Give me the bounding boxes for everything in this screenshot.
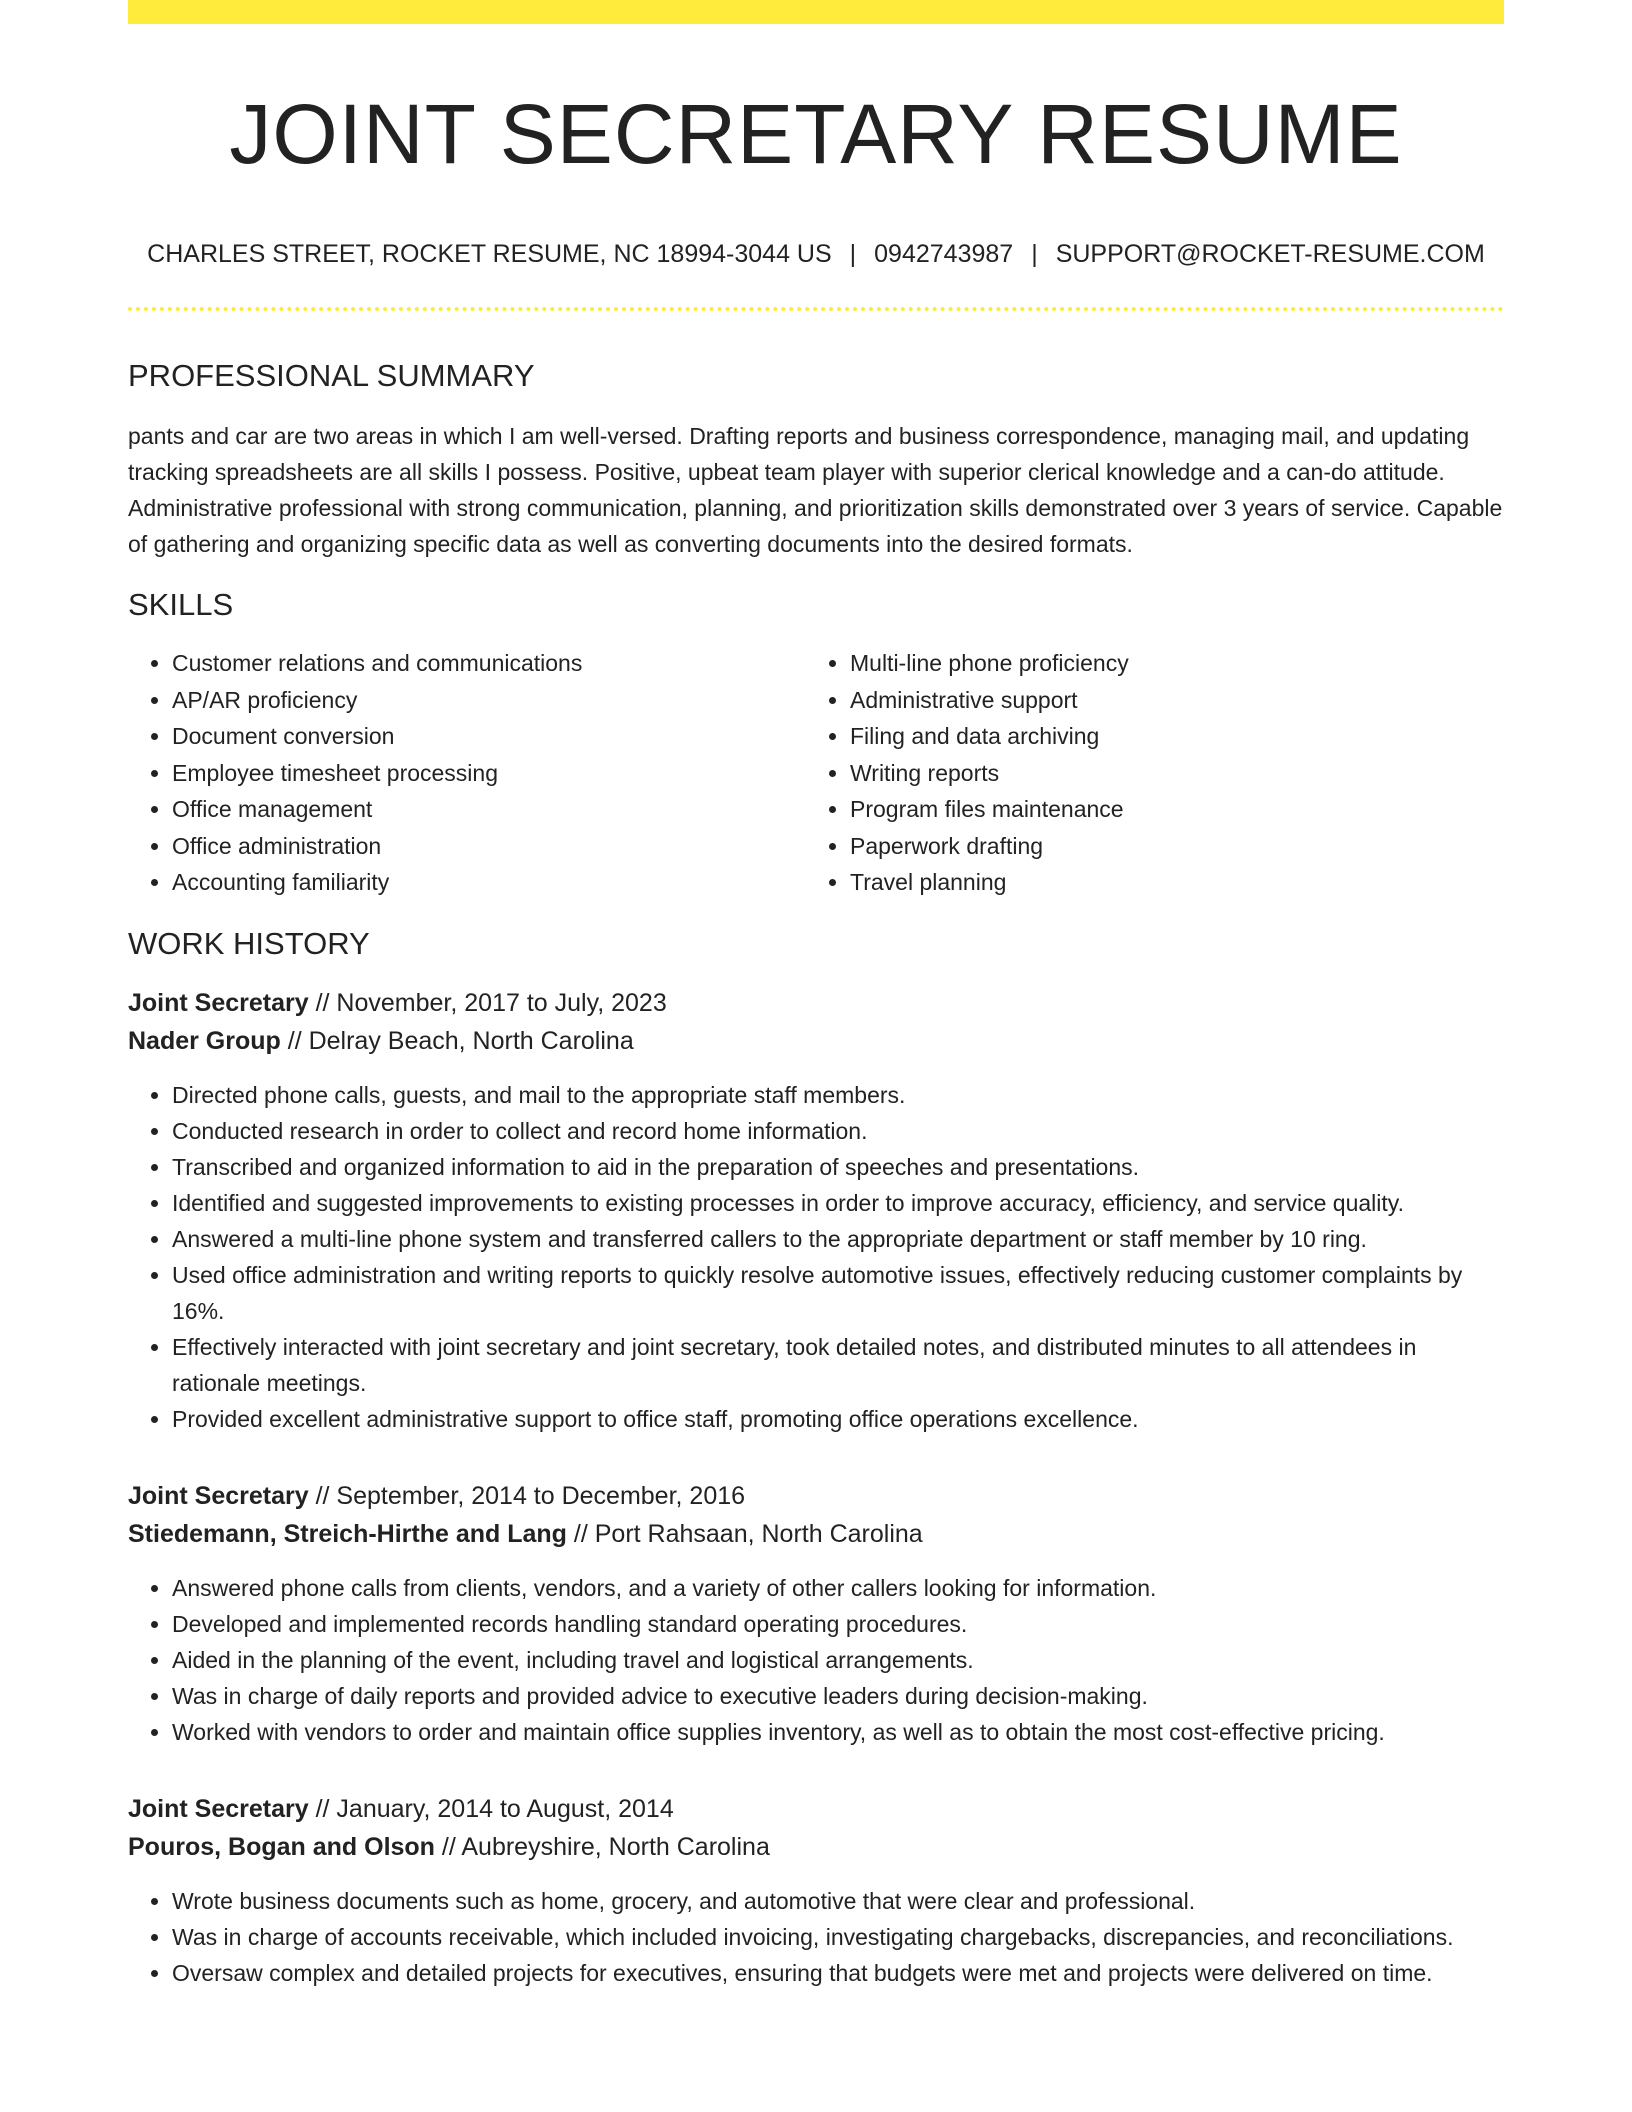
job-entry	[128, 984, 1504, 1437]
skill-item: • Multi-line phone proficiency	[850, 645, 1484, 682]
job-bullet: • Answered a multi-line phone system and transferred callers to the appropriate department or staff member by 10 ring.	[172, 1221, 1504, 1257]
job-entry	[128, 1477, 1504, 1750]
job-bullet: • Conducted research in order to collect and record home information.	[172, 1113, 1504, 1149]
job-bullet: • Was in charge of daily reports and provided advice to executive leaders during decision-making.	[172, 1678, 1504, 1714]
job-dates: // January, 2014 to August, 2014	[308, 1794, 674, 1823]
contact-line	[128, 239, 1504, 269]
skill-item: • AP/AR proficiency	[172, 682, 806, 719]
skill-item: • Office management	[172, 791, 806, 828]
job-company: Nader Group	[128, 1027, 281, 1056]
skill-item: • Filing and data archiving	[850, 718, 1484, 755]
skills-column-right	[806, 645, 1484, 901]
job-bullets	[128, 1077, 1504, 1437]
job-dates: // September, 2014 to December, 2016	[308, 1481, 746, 1510]
job-title-line	[128, 984, 1504, 1023]
resume-page	[128, 0, 1504, 1991]
job-title: Joint Secretary	[128, 1481, 309, 1510]
job-bullet: • Wrote business documents such as home, grocery, and automotive that were clear and professional.	[172, 1883, 1504, 1919]
job-company-line	[128, 1828, 1504, 1867]
job-bullet: • Developed and implemented records handling standard operating procedures.	[172, 1606, 1504, 1642]
skill-item: • Office administration	[172, 828, 806, 865]
job-location: // Aubreyshire, North Carolina	[434, 1833, 770, 1862]
summary-text: pants and car are two areas in which I am well-versed. Drafting reports and business correspondence, managing mail, and updating tracking spreadsheets are all skills I possess. Positive, upbeat team player with superior clerical knowledge and a can-do attitude. Administrative professional with strong communication, planning, and prioritization skills demonstrated over 3 years of service. Capable of gathering and organizing specific data as well as converting documents into the desired formats.	[128, 422, 1503, 557]
job-bullet: • Aided in the planning of the event, including travel and logistical arrangements.	[172, 1642, 1504, 1678]
contact-email: SUPPORT@ROCKET-RESUME.COM	[1055, 239, 1485, 268]
contact-address: CHARLES STREET, ROCKET RESUME, NC 18994-3044 US	[147, 239, 832, 268]
skill-item: • Accounting familiarity	[172, 864, 806, 901]
job-title: Joint Secretary	[128, 1794, 309, 1823]
job-entry	[128, 1790, 1504, 1991]
job-title-line	[128, 1790, 1504, 1829]
skill-item: • Writing reports	[850, 755, 1484, 792]
dotted-divider	[128, 307, 1504, 311]
job-title-line	[128, 1477, 1504, 1516]
skills-list	[128, 645, 1504, 901]
job-bullet: • Directed phone calls, guests, and mail to the appropriate staff members.	[172, 1077, 1504, 1113]
job-bullet: • Oversaw complex and detailed projects for executives, ensuring that budgets were met and projects were delivered on time.	[172, 1955, 1504, 1991]
skill-item: • Document conversion	[172, 718, 806, 755]
page-title: JOINT SECRETARY RESUME	[229, 87, 1403, 181]
job-company: Stiedemann, Streich-Hirthe and Lang	[128, 1520, 567, 1549]
skill-item: • Paperwork drafting	[850, 828, 1484, 865]
job-company: Pouros, Bogan and Olson	[128, 1833, 435, 1862]
job-bullet: • Answered phone calls from clients, vendors, and a variety of other callers looking for information.	[172, 1570, 1504, 1606]
contact-separator: |	[849, 239, 857, 268]
job-bullet: • Worked with vendors to order and maintain office supplies inventory, as well as to obtain the most cost-effective pricing.	[172, 1714, 1504, 1750]
job-title: Joint Secretary	[128, 988, 309, 1017]
skill-item: • Employee timesheet processing	[172, 755, 806, 792]
job-bullet: • Used office administration and writing reports to quickly resolve automotive issues, effectively reducing customer complaints by 16%.	[172, 1257, 1504, 1329]
job-bullet: • Provided excellent administrative support to office staff, promoting office operations excellence.	[172, 1401, 1504, 1437]
job-company-line	[128, 1022, 1504, 1061]
skills-heading: SKILLS	[128, 586, 234, 622]
job-location: // Port Rahsaan, North Carolina	[566, 1520, 923, 1549]
skill-item: • Administrative support	[850, 682, 1484, 719]
job-dates: // November, 2017 to July, 2023	[308, 988, 667, 1017]
contact-separator: |	[1031, 239, 1038, 268]
job-company-line	[128, 1515, 1504, 1554]
job-bullet: • Effectively interacted with joint secretary and joint secretary, took detailed notes, and distributed minutes to all attendees in rationale meetings.	[172, 1329, 1504, 1401]
skill-item: • Customer relations and communications	[172, 645, 806, 682]
job-bullets	[128, 1883, 1504, 1991]
top-accent-bar	[128, 0, 1504, 24]
job-location: // Delray Beach, North Carolina	[280, 1027, 634, 1056]
summary-heading: PROFESSIONAL SUMMARY	[128, 357, 535, 393]
skill-item: • Travel planning	[850, 864, 1484, 901]
job-bullet: • Identified and suggested improvements to existing processes in order to improve accuracy, efficiency, and service quality.	[172, 1185, 1504, 1221]
job-bullets	[128, 1570, 1504, 1750]
work-history-heading: WORK HISTORY	[128, 925, 370, 961]
skills-column-left	[128, 645, 806, 901]
contact-phone: 0942743987	[874, 239, 1014, 268]
job-bullet: • Was in charge of accounts receivable, which included invoicing, investigating chargebacks, discrepancies, and reconciliations.	[172, 1919, 1504, 1955]
job-bullet: • Transcribed and organized information to aid in the preparation of speeches and presentations.	[172, 1149, 1504, 1185]
skill-item: • Program files maintenance	[850, 791, 1484, 828]
